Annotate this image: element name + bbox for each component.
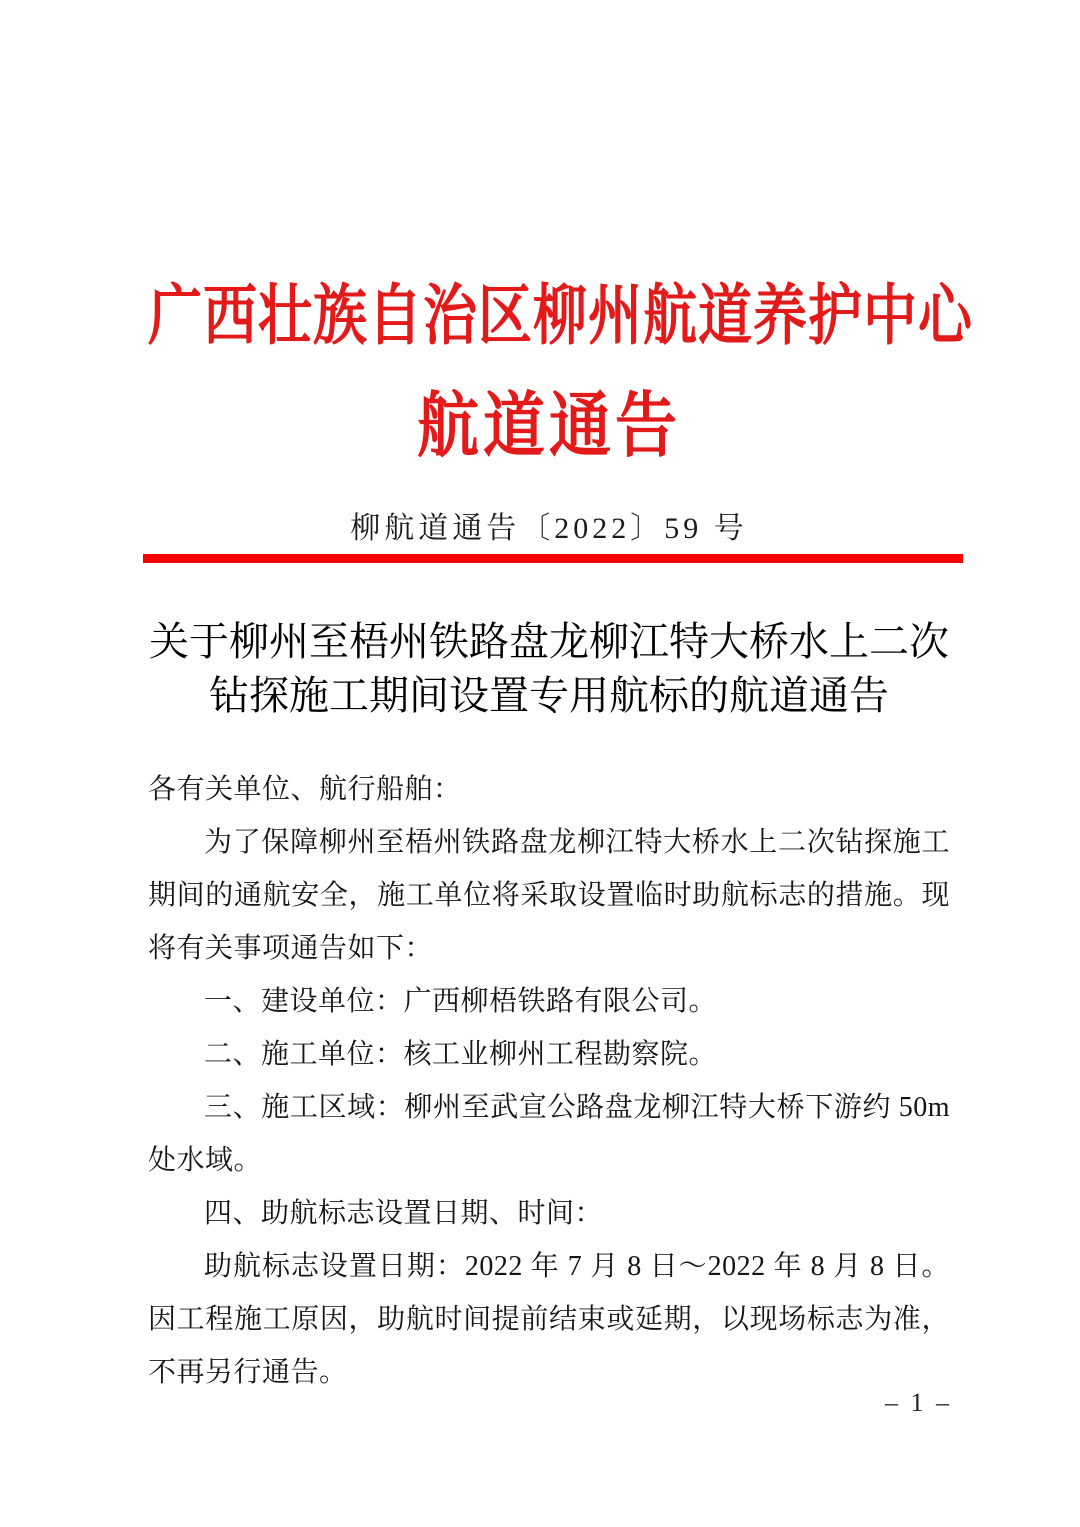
document-number: 柳航道通告〔2022〕59 号: [350, 512, 748, 545]
body-paragraph-item-2: 二、施工单位：核工业柳州工程勘察院。: [204, 1039, 718, 1070]
organization-title: 广西壮族自治区柳州航道养护中心: [148, 279, 973, 353]
body-paragraph-item-4: 四、助航标志设置日期、时间：: [204, 1198, 604, 1229]
subject-title-line1: 关于柳州至梧州铁路盘龙柳江特大桥水上二次: [149, 619, 949, 664]
red-divider-rule: [143, 554, 963, 563]
subject-title: [148, 615, 950, 723]
body-paragraph-item-3: 三、施工区域：柳州至武宣公路盘龙柳江特大桥下游约 50m 处水域。: [148, 1092, 950, 1176]
notice-body: [148, 763, 950, 1399]
subject-title-line2: 钻探施工期间设置专用航标的航道通告: [209, 673, 889, 718]
body-paragraph-dates: 助航标志设置日期：2022 年 7 月 8 日～2022 年 8 月 8 日。因工程施工原因，助航时间提前结束或延期，以现场标志为准，不再另行通告。: [148, 1251, 950, 1388]
salutation: 各有关单位、航行船舶：: [148, 774, 462, 805]
page-number: – 1 –: [885, 1388, 952, 1417]
document-type-title: 航道通告: [416, 387, 681, 466]
body-paragraph-item-1: 一、建设单位：广西柳梧铁路有限公司。: [204, 986, 718, 1017]
body-paragraph-intro: 为了保障柳州至梧州铁路盘龙柳江特大桥水上二次钻探施工期间的通航安全，施工单位将采取设置临时助航标志的措施。现将有关事项通告如下：: [148, 827, 950, 964]
